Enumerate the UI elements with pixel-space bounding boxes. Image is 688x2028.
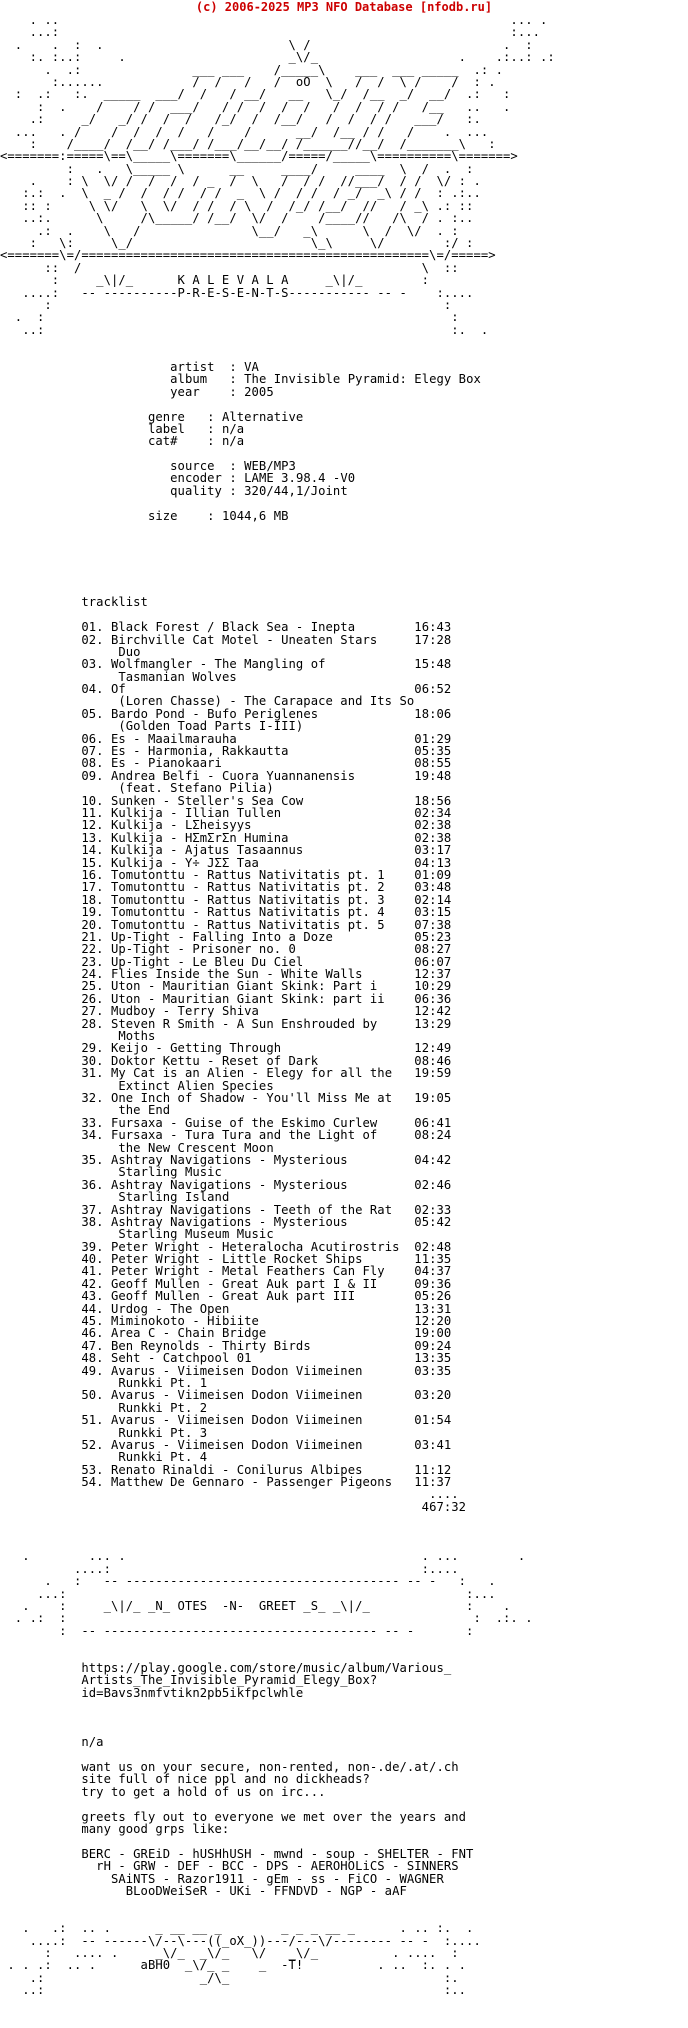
track-time: 04:37 <box>414 1264 452 1279</box>
track-time: 06:41 <box>414 1115 452 1130</box>
track-time: 06:36 <box>414 991 452 1006</box>
track-time: 01:09 <box>414 867 452 882</box>
divider-line: . : _\|/_ _N_ OTES -N- GREET _S_ _\|/_ : . <box>0 1599 511 1613</box>
track-time: 02:38 <box>414 818 452 833</box>
track-title: Avarus - Viimeisen Dodon Viimeinen <box>110 1363 363 1378</box>
track-number: 49. <box>81 1363 104 1378</box>
track-title-wrap: Runkki Pt. 4 <box>118 1450 208 1465</box>
track-time: 08:27 <box>414 942 452 957</box>
track-title: Doktor Kettu - Reset of Dark <box>110 1053 319 1068</box>
track-title: Peter Wright - Little Rocket Ships <box>110 1252 363 1267</box>
track-title: Geoff Mullen - Great Auk part I & II <box>110 1276 378 1291</box>
track-title: Geoff Mullen - Great Auk part III <box>110 1289 356 1304</box>
track-number: 02. <box>81 632 104 647</box>
track-title: Andrea Belfi - Cuora Yuannanensis <box>110 768 356 783</box>
track-time: 01:29 <box>414 731 452 746</box>
track-time: 03:48 <box>414 880 452 895</box>
track-number: 17. <box>81 880 104 895</box>
track-time: 11:35 <box>414 1252 452 1267</box>
track-title: Ashtray Navigations - Teeth of the Rat <box>110 1202 393 1217</box>
track-number: 36. <box>81 1177 104 1192</box>
track-title: Renato Rinaldi - Conilurus Albipes <box>110 1462 363 1477</box>
track-time: 19:48 <box>414 768 452 783</box>
track-time: 05:42 <box>414 1214 452 1229</box>
track-title: Tomutonttu - Rattus Nativitatis pt. 4 <box>110 905 385 920</box>
track-title: Matthew De Gennaro - Passenger Pigeons <box>110 1475 393 1490</box>
track-title: Peter Wright - Heteralocha Acutirostris <box>110 1239 400 1254</box>
logo-line: ..:. \ /\_____/ /__/ \/ / /____// /\ / . :.. <box>0 211 474 226</box>
track-time: 19:00 <box>414 1326 452 1341</box>
track-title: Miminokoto - Hibiite <box>110 1314 259 1329</box>
divider-line: ...: :... <box>0 1586 496 1601</box>
genre-value: Alternative <box>221 409 304 424</box>
track-number: 52. <box>81 1437 104 1452</box>
logo-line: <=======:=====\==\_____\=======\______/=====/_____\==========\=======> <box>0 149 518 164</box>
track-title: Up-Tight - Le Bleu Du Ciel <box>110 954 304 969</box>
track-time: 19:05 <box>414 1090 452 1105</box>
track-number: 05. <box>81 706 104 721</box>
track-time: 13:35 <box>414 1351 452 1366</box>
track-time: 13:31 <box>414 1301 452 1316</box>
quality-label: quality <box>170 483 222 498</box>
track-number: 47. <box>81 1338 104 1353</box>
track-title: Black Forest / Black Sea - Inepta <box>110 620 356 635</box>
site-banner: (c) 2006-2025 MP3 NFO Database [nfodb.ru] <box>195 0 493 14</box>
logo-line: : : <box>0 297 452 312</box>
logo-line: : .: :. _____ ___/ / / __/ __ \_/ /__ _/ __/ .: : <box>0 87 511 102</box>
track-title: Ashtray Navigations - Mysterious <box>110 1177 348 1192</box>
logo-line: . .: ___ ___ /_____\ ___ ___ _____ .: . <box>0 62 504 77</box>
track-title: Es - Harmonia, Rakkautta <box>110 744 289 759</box>
track-number: 14. <box>81 843 104 858</box>
track-title: Tomutonttu - Rattus Nativitatis pt. 5 <box>110 917 385 932</box>
track-title: Urdog - The Open <box>110 1301 230 1316</box>
track-time: 15:48 <box>414 657 452 672</box>
track-title-wrap: Runkki Pt. 3 <box>118 1425 208 1440</box>
track-number: 11. <box>81 806 104 820</box>
album-label: album <box>170 372 208 387</box>
logo-line: :.: . \ _ / / / / / / _ \ / / / / _/ _\ / / : .:.. <box>0 186 481 201</box>
track-title: Up-Tight - Falling Into a Doze <box>110 929 333 944</box>
ascii-logo <box>0 14 688 336</box>
track-title: One Inch of Shadow - You'll Miss Me at <box>110 1090 393 1105</box>
track-time: 04:42 <box>414 1152 452 1167</box>
logo-line: : _\|/_ K A L E V A L A _\|/_ : <box>0 273 430 288</box>
track-title: Sunken - Steller's Sea Cow <box>110 793 304 808</box>
greets-intro-line: many good grps like: <box>0 1822 230 1837</box>
footer-line: ..: :.. <box>0 1983 467 1998</box>
footer-line: .: _/\_ :. <box>0 1970 459 1985</box>
track-number: 44. <box>81 1301 104 1316</box>
logo-line: :: : \ \/ \ \/ / / / \ / /_/ /__/ // / _\ .: :: <box>0 198 474 213</box>
track-number: 32. <box>81 1090 104 1105</box>
track-number: 19. <box>81 905 104 920</box>
year-value: 2005 <box>244 384 274 399</box>
track-title-wrap: (feat. Stefano Pilia) <box>118 781 274 796</box>
artist-label: artist <box>170 359 215 374</box>
logo-line: :...... / / / / oO \ / / \ / / : . <box>0 74 496 89</box>
logo-line: : \: \_/ \_\ \/ :/ : <box>0 236 474 251</box>
logo-line: <=======\=/===============================================\=/=====> <box>0 248 496 263</box>
track-title: Area C - Chain Bridge <box>110 1326 267 1341</box>
logo-line: ...: :... <box>0 25 541 40</box>
track-time: 19:59 <box>414 1066 452 1081</box>
track-number: 48. <box>81 1351 104 1366</box>
logo-line: : /____/ /__/ /___/ /___/__/__/ /______//__/ /_______\ : <box>0 136 496 151</box>
track-time: 03:35 <box>414 1363 452 1378</box>
track-title: Tomutonttu - Rattus Nativitatis pt. 3 <box>110 892 385 907</box>
track-number: 43. <box>81 1289 104 1304</box>
album-value: The Invisible Pyramid: Elegy Box <box>244 372 481 387</box>
track-time: 12:49 <box>414 1041 452 1056</box>
track-time: 05:35 <box>414 744 452 759</box>
track-title: Es - Pianokaari <box>110 756 222 771</box>
greets-line: BLooDWeiSeR - UKi - FFNDVD - NGP - aAF <box>0 1883 407 1898</box>
divider-line: : -- ------------------------------------- -- - : <box>0 1623 474 1638</box>
track-number: 08. <box>81 756 104 771</box>
track-time: 09:24 <box>414 1338 452 1353</box>
track-title: My Cat is an Alien - Elegy for all the <box>110 1066 393 1081</box>
track-title-wrap: Starling Island <box>118 1190 230 1205</box>
track-title-wrap: Extinct Alien Species <box>118 1078 274 1093</box>
track-number: 27. <box>81 1004 104 1019</box>
track-title: Up-Tight - Prisoner no. 0 <box>110 942 296 957</box>
greets-intro-line: greets fly out to everyone we met over the years and <box>0 1809 467 1824</box>
source-label: source <box>170 459 215 474</box>
artist-value: VA <box>244 359 259 374</box>
track-number: 35. <box>81 1152 104 1167</box>
track-title: Es - Maailmarauha <box>110 731 237 746</box>
track-title-wrap: Runkki Pt. 2 <box>118 1400 208 1415</box>
track-title: Ben Reynolds - Thirty Birds <box>110 1338 311 1353</box>
track-title: Uton - Mauritian Giant Skink: part ii <box>110 991 385 1006</box>
track-title: Uton - Mauritian Giant Skink: Part i <box>110 979 378 994</box>
track-number: 09. <box>81 768 104 783</box>
track-time: 06:07 <box>414 954 452 969</box>
cat-value: n/a <box>221 434 245 449</box>
track-number: 25. <box>81 979 104 994</box>
track-title: Peter Wright - Metal Feathers Can Fly <box>110 1264 385 1279</box>
track-time: 12:42 <box>414 1004 452 1019</box>
footer-line: : .... . _\/_ _\/_ \/ _\/_ . .... : <box>0 1945 459 1960</box>
track-title-wrap: Runkki Pt. 1 <box>118 1375 208 1390</box>
logo-line: . : \ \/ / / / / _ / \ / / / //___/ / / \/ : . <box>0 174 481 189</box>
track-number: 22. <box>81 942 104 957</box>
track-title-wrap: (Loren Chasse) - The Carapace and Its So <box>118 694 415 709</box>
track-title-wrap: Duo <box>118 644 141 659</box>
track-time: 18:06 <box>414 706 452 721</box>
greets-line: BERC - GREiD - hUSHhUSH - mwnd - soup - SHELTER - FNT <box>0 1846 474 1861</box>
track-time: 07:38 <box>414 917 452 932</box>
url-line: Artists_The_Invisible_Pyramid_Elegy_Box? <box>0 1673 378 1688</box>
track-number: 45. <box>81 1314 104 1329</box>
track-title-wrap: the End <box>118 1103 171 1118</box>
track-number: 18. <box>81 892 104 907</box>
logo-line: . . : . \ / . : <box>0 37 533 52</box>
track-time: 03:17 <box>414 843 452 858</box>
url-line: https://play.google.com/store/music/album/Various_ <box>0 1660 452 1675</box>
source-value: WEB/MP3 <box>244 459 296 474</box>
footer-ascii <box>0 1922 688 1996</box>
track-title: Fursaxa - Guise of the Eskimo Curlew <box>110 1115 378 1130</box>
track-time: 16:43 <box>414 620 452 635</box>
track-time: 03:15 <box>414 905 452 920</box>
track-number: 06. <box>81 731 104 746</box>
track-time: 05:26 <box>414 1289 452 1304</box>
track-time: 08:46 <box>414 1053 452 1068</box>
track-number: 53. <box>81 1462 104 1477</box>
track-number: 50. <box>81 1388 104 1403</box>
footer-line: . .: .. . _ __ __ _ _ _ _ __ _ . .. :. . <box>0 1921 474 1936</box>
track-number: 46. <box>81 1326 104 1341</box>
track-number: 41. <box>81 1264 104 1279</box>
track-title-wrap: Moths <box>118 1029 156 1044</box>
track-title: Tomutonttu - Rattus Nativitatis pt. 2 <box>110 880 385 895</box>
track-number: 26. <box>81 991 104 1006</box>
track-number: 29. <box>81 1041 104 1056</box>
track-time: 01:54 <box>414 1413 452 1428</box>
want-us-line: site full of nice ppl and no dickheads? <box>0 1772 370 1787</box>
divider-line: ....: :.... <box>0 1561 459 1576</box>
track-title: Kulkija - Ajatus Tasaannus <box>110 843 304 858</box>
track-number: 34. <box>81 1128 104 1143</box>
track-time: 11:37 <box>414 1475 452 1490</box>
track-number: 03. <box>81 657 104 672</box>
tracklist-heading: tracklist <box>81 595 148 610</box>
track-title: Flies Inside the Sun - White Walls <box>110 967 363 982</box>
total-dots: .... <box>429 1487 459 1502</box>
divider-line: . .: : : .:. . <box>0 1611 533 1626</box>
track-title-wrap: (Golden Toad Parts I-III) <box>118 719 304 734</box>
track-number: 42. <box>81 1276 104 1291</box>
total-time: 467:32 <box>421 1499 467 1514</box>
track-title: Bardo Pond - Bufo Periglenes <box>110 706 319 721</box>
logo-line: : . / / / ___/ / / / / / / / / / /__ .. . <box>0 99 511 114</box>
logo-line: ... . / / / / / / / __/ /__ / / / . ... <box>0 124 489 139</box>
greets-groups <box>0 1848 688 1898</box>
quality-value: 320/44,1/Joint <box>244 483 348 498</box>
track-time: 02:14 <box>414 892 452 907</box>
logo-line: : . \_____ \ __ ____/ ____ \ / . : <box>0 161 474 176</box>
nfo-document: . .. ... . ...: :... . . : . \ / . : :. :..: . _\/_ . .:..: .: . .: ___ ___ /_____\ ___ ___ _____ .: . :...... / / / / oO \ / / \ / / : . : .: :. _____ ___/ / / __/ __ \_/ /__ _/ __/ .: : : . / / / ___/ / / / / / / / / / /__ .. . .: _/ _/ / / / /_/ / /__/ / / / / ___/ :. ... . / / / / / / / __/ /__ / / / . ... : /____/ /__/ /___/ /___/__/__/ /______//__/ /_______\ : <=======:=====\==\_____\=======\______/=====/_____\==========\=======> : . \_____ \ __ ____/ ____ \ / . : . : \ \/ / / / / _ / \ / / / //___/ / / \/ : . :.: . \ _ / / / / / / _ \ / / / / _/ _\ / / : .:.. :: : \ \/ \ \/ / / / \ / /_/ /__/ // / _\ .: :: ..:. \ /\_____/ /__/ \/ / /____// /\ / . :.. .: . \ / \__/ _\ \ / \/ . : : \: \_/ \_\ \/ :/ : <=======\=/===============================================\=/=====> :: / \ :: : _\|/_ K A L E V A L A _\|/_ : ....: -- ----------P-R-E-S-E-N-T-S----------- -- - :.... : : . : : ..: :. . artist : VA album : The Invisible Pyramid: Elegy Box year : 2005 genre : Alternative label : n/a cat# : n/a source : WEB/MP3 encoder : LAME 3.98.4 -V0 quality : 320/44,1/Joint size : 1044,6 MB tracklist 01. Black Forest / Black Sea - Inepta 16:43 02. Birchville Cat Motel - Uneaten Stars 17:28 Duo 03. Wolfmangler - The Mangling of 15:48 Tasmanian Wolves 04. Of 06:52 (Loren Chasse) - The Carapace and Its So 05. Bardo Pond - Bufo Periglenes 18:06 (Golden Toad Parts I-III) 06. Es - Maailmarauha 01:29 07. Es - Harmonia, Rakkautta 05:35 08. Es - Pianokaari 08:55 09. Andrea Belfi - Cuora Yuannanensis 19:48 (feat. Stefano Pilia) 10. Sunken - Steller's Sea Cow 18:56 11. Kulkija - Illian Tullen 02:34 12. Kulkija - LΣheisyys 02:38 13. Kulkija - HΣmΣrΣn Humina 02:38 14. Kulkija - Ajatus Tasaannus 03:17 15. Kulkija - Y÷ JΣΣ Taa 04:13 16. Tomutonttu - Rattus Nativitatis pt. 1 01:09 17. Tomutonttu - Rattus Nativitatis pt. 2 03:48 18. Tomutonttu - Rattus Nativitatis pt. 3 02:14 19. Tomutonttu - Rattus Nativitatis pt. 4 03:15 20. Tomutonttu - Rattus Nativitatis pt. 5 07:38 21. Up-Tight - Falling Into a Doze 05:23 22. Up-Tight - Prisoner no. 0 08:27 23. Up-Tight - Le Bleu Du Ciel 06:07 24. Flies Inside the Sun - White Walls 12:37 25. Uton - Mauritian Giant Skink: Part i 10:29 26. Uton - Mauritian Giant Skink: part ii 06:36 27. Mudboy - Terry Shiva 12:42 28. Steven R Smith - A Sun Enshrouded by 13:29 Moths 29. Keijo - Getting Through 12:49 30. Doktor Kettu - Reset of Dark 08:46 31. My Cat is an Alien - Elegy for all the 19:59 Extinct Alien Species 32. One Inch of Shadow - You'll Miss Me at 19:05 the End 33. Fursaxa - Guise of the Eskimo Curlew 06:41 34. Fursaxa - Tura Tura and the Light of 08:24 the New Crescent Moon 35. Ashtray Navigations - Mysterious 04:42 Starling Music 36. Ashtray Navigations - Mysterious 02:46 Starling Island 37. Ashtray Navigations - Teeth of the Rat 02:33 38. Ashtray Navigations - Mysterious 05:42 Starling Museum Music 39. Peter Wright - Heteralocha Acutirostris 02:48 40. Peter Wright - Little Rocket Ships 11:35 41. Peter Wright - Metal Feathers Can Fly 04:37 42. Geoff Mullen - Great Auk part I & II 09:36 43. Geoff Mullen - Great Auk part III 05:26 44. Urdog - The Open 13:31 45. Miminokoto - Hibiite 12:20 46. Area C - Chain Bridge 19:00 47. Ben Reynolds - Thirty Birds 09:24 48. Seht - Catchpool 01 13:35 49. Avarus - Viimeisen Dodon Viimeinen 03:35 Runkki Pt. 1 50. Avarus - Viimeisen Dodon Viimeinen 03:20 Runkki Pt. 2 51. Avarus - Viimeisen Dodon Viimeinen 01:54 Runkki Pt. 3 52. Avarus - Viimeisen Dodon Viimeinen 03:41 Runkki Pt. 4 53. Renato Rinaldi - Conilurus Albipes 11:12 54. Matthew De Gennaro - Passenger Pigeons 11:37 .... 467:32 . ... . . ... . ....: :.... . : -- ------------------------------------- -- - : . ...: :... . : _\|/_ _N_ OTES -N- GREET _S_ _\|/_ : . . .: : : .:. . : -- ------------------------------------- -- - : https://play.google.com/store/music/album/Various_ Artists_The_Invisible_Pyramid_Elegy_Box? id=Bavs3nmfvtikn2pb5ikfpclwhle n/a want us on your secure, non-rented, non-.de/.at/.ch site full of nice ppl and no dickheads? try to get a hold of us on irc... greets fly out to everyone we met over the years and many good grps like: BERC - GREiD - hUSHhUSH - mwnd - soup - SHELTER - FNT rH - GRW - DEF - BCC - DPS - AEROHOLiCS - SINNERS SAiNTS - Razor1911 - gEm - ss - FiCO - WAGNER BLooDWeiSeR - UKi - FFNDVD - NGP - aAF . .: .. . _ __ __ _ _ _ _ __ _ . .. :. . ....: -- ------\/--\---((_oX_))---/---\/-------- -- - :.... : .... . _\/_ _\/_ \/ _\/_ . .... : . . .: .. . aBH0 _\/_ _ _ -T! . .. :. . . .: _/\_ :. ..: :.. <box>0 14 688 2026</box>
track-time: 11:12 <box>414 1462 452 1477</box>
track-number: 40. <box>81 1252 104 1267</box>
track-time: 13:29 <box>414 1016 452 1031</box>
greets-intro <box>0 1811 688 1836</box>
genre-label: genre <box>147 409 185 424</box>
tracklist <box>0 621 688 1488</box>
track-time: 08:24 <box>414 1128 452 1143</box>
want-us-text <box>0 1761 688 1798</box>
cat-label: cat# <box>147 434 178 449</box>
album-url <box>0 1662 688 1699</box>
track-time: 02:48 <box>414 1239 452 1254</box>
track-title: Birchville Cat Motel - Uneaten Stars <box>110 632 378 647</box>
notes-value: n/a <box>81 1735 104 1750</box>
footer-line: ....: -- ------\/--\---((_oX_))---/---\/-------- -- - :.... <box>0 1933 481 1948</box>
track-number: 20. <box>81 917 104 932</box>
track-title-wrap: the New Crescent Moon <box>118 1140 274 1155</box>
track-number: 15. <box>81 855 104 870</box>
encoder-value: LAME 3.98.4 -V0 <box>244 471 356 486</box>
track-time: 03:41 <box>414 1437 452 1452</box>
track-time: 02:34 <box>414 806 452 820</box>
logo-line: . : : <box>0 310 459 325</box>
size-label: size <box>147 508 178 523</box>
year-label: year <box>170 384 200 399</box>
track-title: Kulkija - Illian Tullen <box>110 806 282 820</box>
label-value: n/a <box>221 421 245 436</box>
url-line: id=Bavs3nmfvtikn2pb5ikfpclwhle <box>0 1685 304 1700</box>
greets-line: rH - GRW - DEF - BCC - DPS - AEROHOLiCS - SINNERS <box>0 1859 459 1874</box>
track-number: 37. <box>81 1202 104 1217</box>
track-title: Wolfmangler - The Mangling of <box>110 657 326 672</box>
track-number: 31. <box>81 1066 104 1081</box>
track-time: 10:29 <box>414 979 452 994</box>
logo-line: ..: :. . <box>0 322 489 337</box>
logo-line: :. :..: . _\/_ . .:..: .: <box>0 50 555 65</box>
track-time: 04:13 <box>414 855 452 870</box>
track-time: 06:52 <box>414 682 452 697</box>
track-number: 07. <box>81 744 104 759</box>
logo-line: :: / \ :: <box>0 260 459 275</box>
track-number: 13. <box>81 830 104 845</box>
track-title: Of <box>110 682 126 697</box>
track-number: 30. <box>81 1053 104 1068</box>
track-time: 09:36 <box>414 1276 452 1291</box>
track-number: 04. <box>81 682 104 697</box>
track-time: 18:56 <box>414 793 452 808</box>
track-number: 21. <box>81 929 104 944</box>
track-number: 51. <box>81 1413 104 1428</box>
logo-line: .: . \ / \__/ _\ \ / \/ . : <box>0 223 459 238</box>
track-number: 12. <box>81 818 104 833</box>
track-time: 12:37 <box>414 967 452 982</box>
track-time: 08:55 <box>414 756 452 771</box>
track-title: Avarus - Viimeisen Dodon Viimeinen <box>110 1413 363 1428</box>
track-time: 02:46 <box>414 1177 452 1192</box>
track-title: Avarus - Viimeisen Dodon Viimeinen <box>110 1388 363 1403</box>
want-us-line: want us on your secure, non-rented, non-.de/.at/.ch <box>0 1760 459 1775</box>
logo-line: . .. ... . <box>0 14 548 27</box>
divider-line: . ... . . ... . <box>0 1549 526 1564</box>
track-time: 02:33 <box>414 1202 452 1217</box>
track-title-wrap: Starling Museum Music <box>118 1227 274 1242</box>
logo-line: .: _/ _/ / / / /_/ / /__/ / / / / ___/ :. <box>0 112 481 127</box>
track-time: 03:20 <box>414 1388 452 1403</box>
track-number: 38. <box>81 1214 104 1229</box>
track-title-wrap: Tasmanian Wolves <box>118 669 237 684</box>
track-title-wrap: Starling Music <box>118 1165 222 1180</box>
footer-line: . . .: .. . aBH0 _\/_ _ _ -T! . .. :. . . <box>0 1958 467 1973</box>
track-number: 54. <box>81 1475 104 1490</box>
track-title: Kulkija - Y÷ JΣΣ Taa <box>110 855 259 870</box>
track-title: Keijo - Getting Through <box>110 1041 282 1056</box>
track-title: Seht - Catchpool 01 <box>110 1351 252 1366</box>
divider-line: . : -- ------------------------------------- -- - : . <box>0 1574 496 1589</box>
track-title: Tomutonttu - Rattus Nativitatis pt. 1 <box>110 867 385 882</box>
track-time: 05:23 <box>414 929 452 944</box>
track-title: Fursaxa - Tura Tura and the Light of <box>110 1128 378 1143</box>
track-number: 01. <box>81 620 104 635</box>
logo-line: ....: -- ----------P-R-E-S-E-N-T-S----------- -- - :.... <box>0 285 474 300</box>
track-title: Mudboy - Terry Shiva <box>110 1004 259 1019</box>
track-number: 16. <box>81 867 104 882</box>
label-label: label <box>147 421 185 436</box>
track-title: Ashtray Navigations - Mysterious <box>110 1152 348 1167</box>
track-number: 23. <box>81 954 104 969</box>
track-number: 33. <box>81 1115 104 1130</box>
notes-greet-divider <box>0 1550 688 1637</box>
track-title: Kulkija - HΣmΣrΣn Humina <box>110 830 289 845</box>
size-value: 1044,6 MB <box>221 508 289 523</box>
track-time: 17:28 <box>414 632 452 647</box>
track-title: Ashtray Navigations - Mysterious <box>110 1214 348 1229</box>
track-number: 10. <box>81 793 104 808</box>
greets-line: SAiNTS - Razor1911 - gEm - ss - FiCO - WAGNER <box>0 1871 444 1886</box>
track-number: 24. <box>81 967 104 982</box>
track-time: 02:38 <box>414 830 452 845</box>
track-title: Steven R Smith - A Sun Enshrouded by <box>110 1016 378 1031</box>
track-number: 28. <box>81 1016 104 1031</box>
want-us-line: try to get a hold of us on irc... <box>0 1784 326 1799</box>
encoder-label: encoder <box>170 471 222 486</box>
track-title: Kulkija - LΣheisyys <box>110 818 252 833</box>
track-number: 39. <box>81 1239 104 1254</box>
track-time: 12:20 <box>414 1314 452 1329</box>
track-title: Avarus - Viimeisen Dodon Viimeinen <box>110 1437 363 1452</box>
